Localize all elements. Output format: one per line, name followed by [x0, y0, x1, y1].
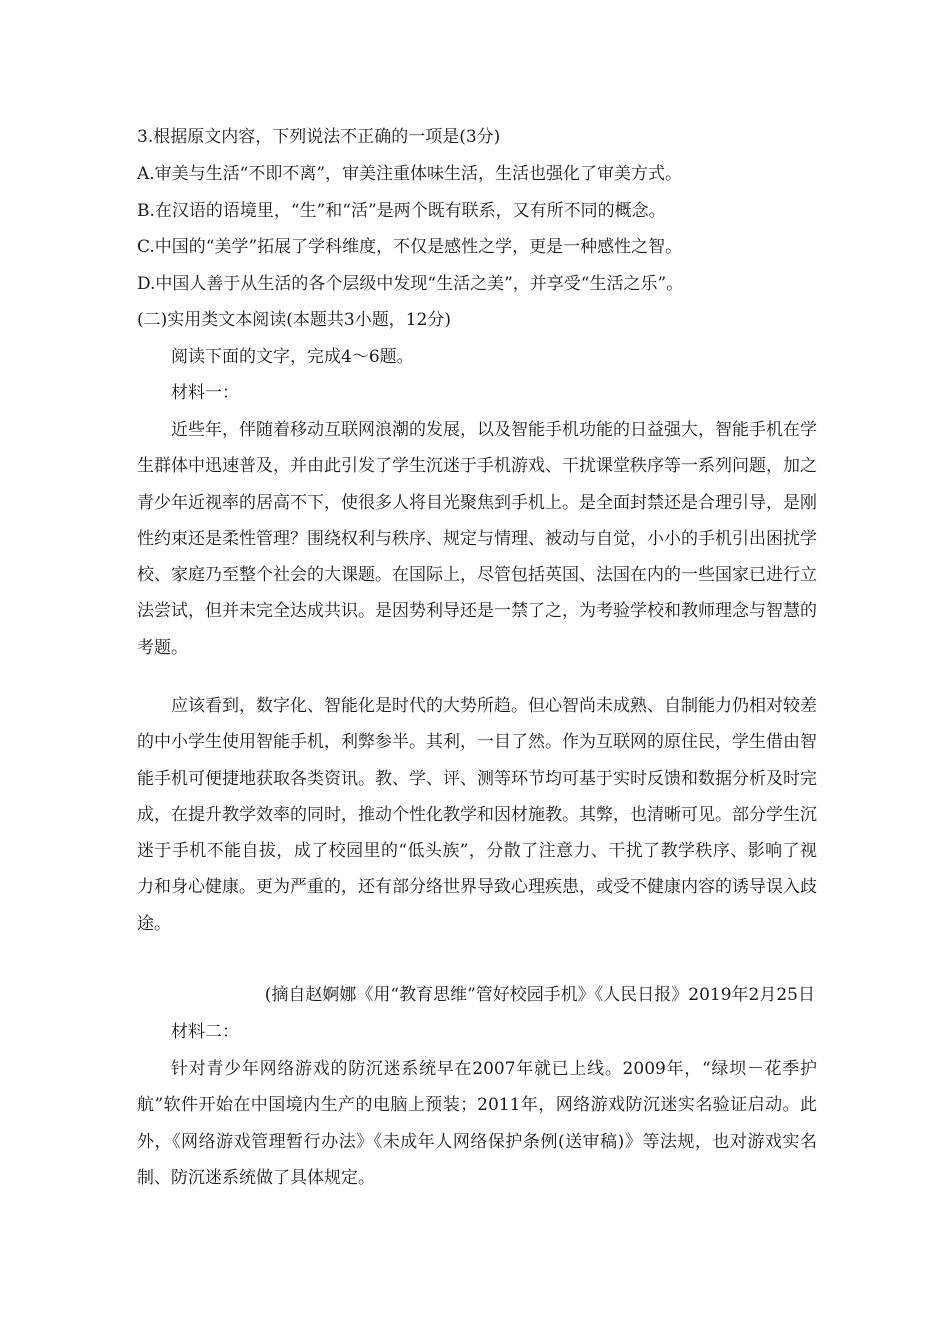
material-1-source: (摘自赵婀娜《用“教育思维”管好校园手机》《人民日报》2019年2月25日: [264, 985, 815, 1005]
option-d: D.中国人善于从生活的各个层级中发现“生活之美”，并享受“生活之乐”。: [137, 274, 684, 294]
reading-instruction: 阅读下面的文字，完成4～6题。: [171, 347, 414, 367]
material-1-paragraph-2: 应该看到，数字化、智能化是时代的大势所趋。但心智尚未成熟、自制能力仍相对较差的中小学生使用智能手机，利弊参半。其利，一目了然。作为互联网的原住民，学生借由智能手机可便捷地获取各类资讯。教、学、评、测等环节均可基于实时反馈和数据分析及时完成，在提升教学效率的同时，推动个性化教学和因材施教。其弊，也清晰可见。部分学生沉迷于手机不能自拔，成了校园里的“低头族”，分散了注意力、干扰了教学秩序、影响了视力和身心健康。更为严重的，还有部分络世界导致心理疾患，或受不健康内容的诱导误入歧途。: [137, 696, 817, 934]
material-2-paragraph-1: 针对青少年网络游戏的防沉迷系统早在2007年就已上线。2009年，“绿坝－花季护航”软件开始在中国境内生产的电脑上预装；2011年，网络游戏防沉迷实名验证启动。此外，《网络游戏管理暂行办法》《未成年人网络保护条例(送审稿)》等法规，也对游戏实名制、防沉迷系统做了具体规定。: [137, 1059, 817, 1188]
question-3-stem: 3.根据原文内容，下列说法不正确的一项是(3分): [137, 127, 501, 147]
option-a: A.审美与生活“不即不离”，审美注重体味生活，生活也强化了审美方式。: [137, 164, 683, 184]
material-1-label: 材料一：: [171, 383, 239, 403]
material-1-paragraph-1: 近些年，伴随着移动互联网浪潮的发展，以及智能手机功能的日益强大，智能手机在学生群体中迅速普及，并由此引发了学生沉迷于手机游戏、干扰课堂秩序等一系列问题，加之青少年近视率的居高不下，使很多人将目光聚焦到手机上。是全面封禁还是合理引导，是刚性约束还是柔性管理？围绕权利与秩序、规定与情理、被动与自觉，小小的手机引出困扰学校、家庭乃至整个社会的大课题。在国际上，尽管包括英国、法国在内的一些国家已进行立法尝试，但并未完全达成共识。是因势利导还是一禁了之，为考验学校和教师理念与智慧的考题。: [137, 420, 817, 658]
material-2-label: 材料二：: [171, 1022, 239, 1042]
option-b: B.在汉语的语境里，“生”和“活”是两个既有联系，又有所不同的概念。: [137, 201, 666, 221]
option-c: C.中国的“美学”拓展了学科维度，不仅是感性之学，更是一种感性之智。: [137, 237, 683, 257]
section-heading: (二)实用类文本阅读(本题共3小题，12分): [137, 310, 451, 330]
